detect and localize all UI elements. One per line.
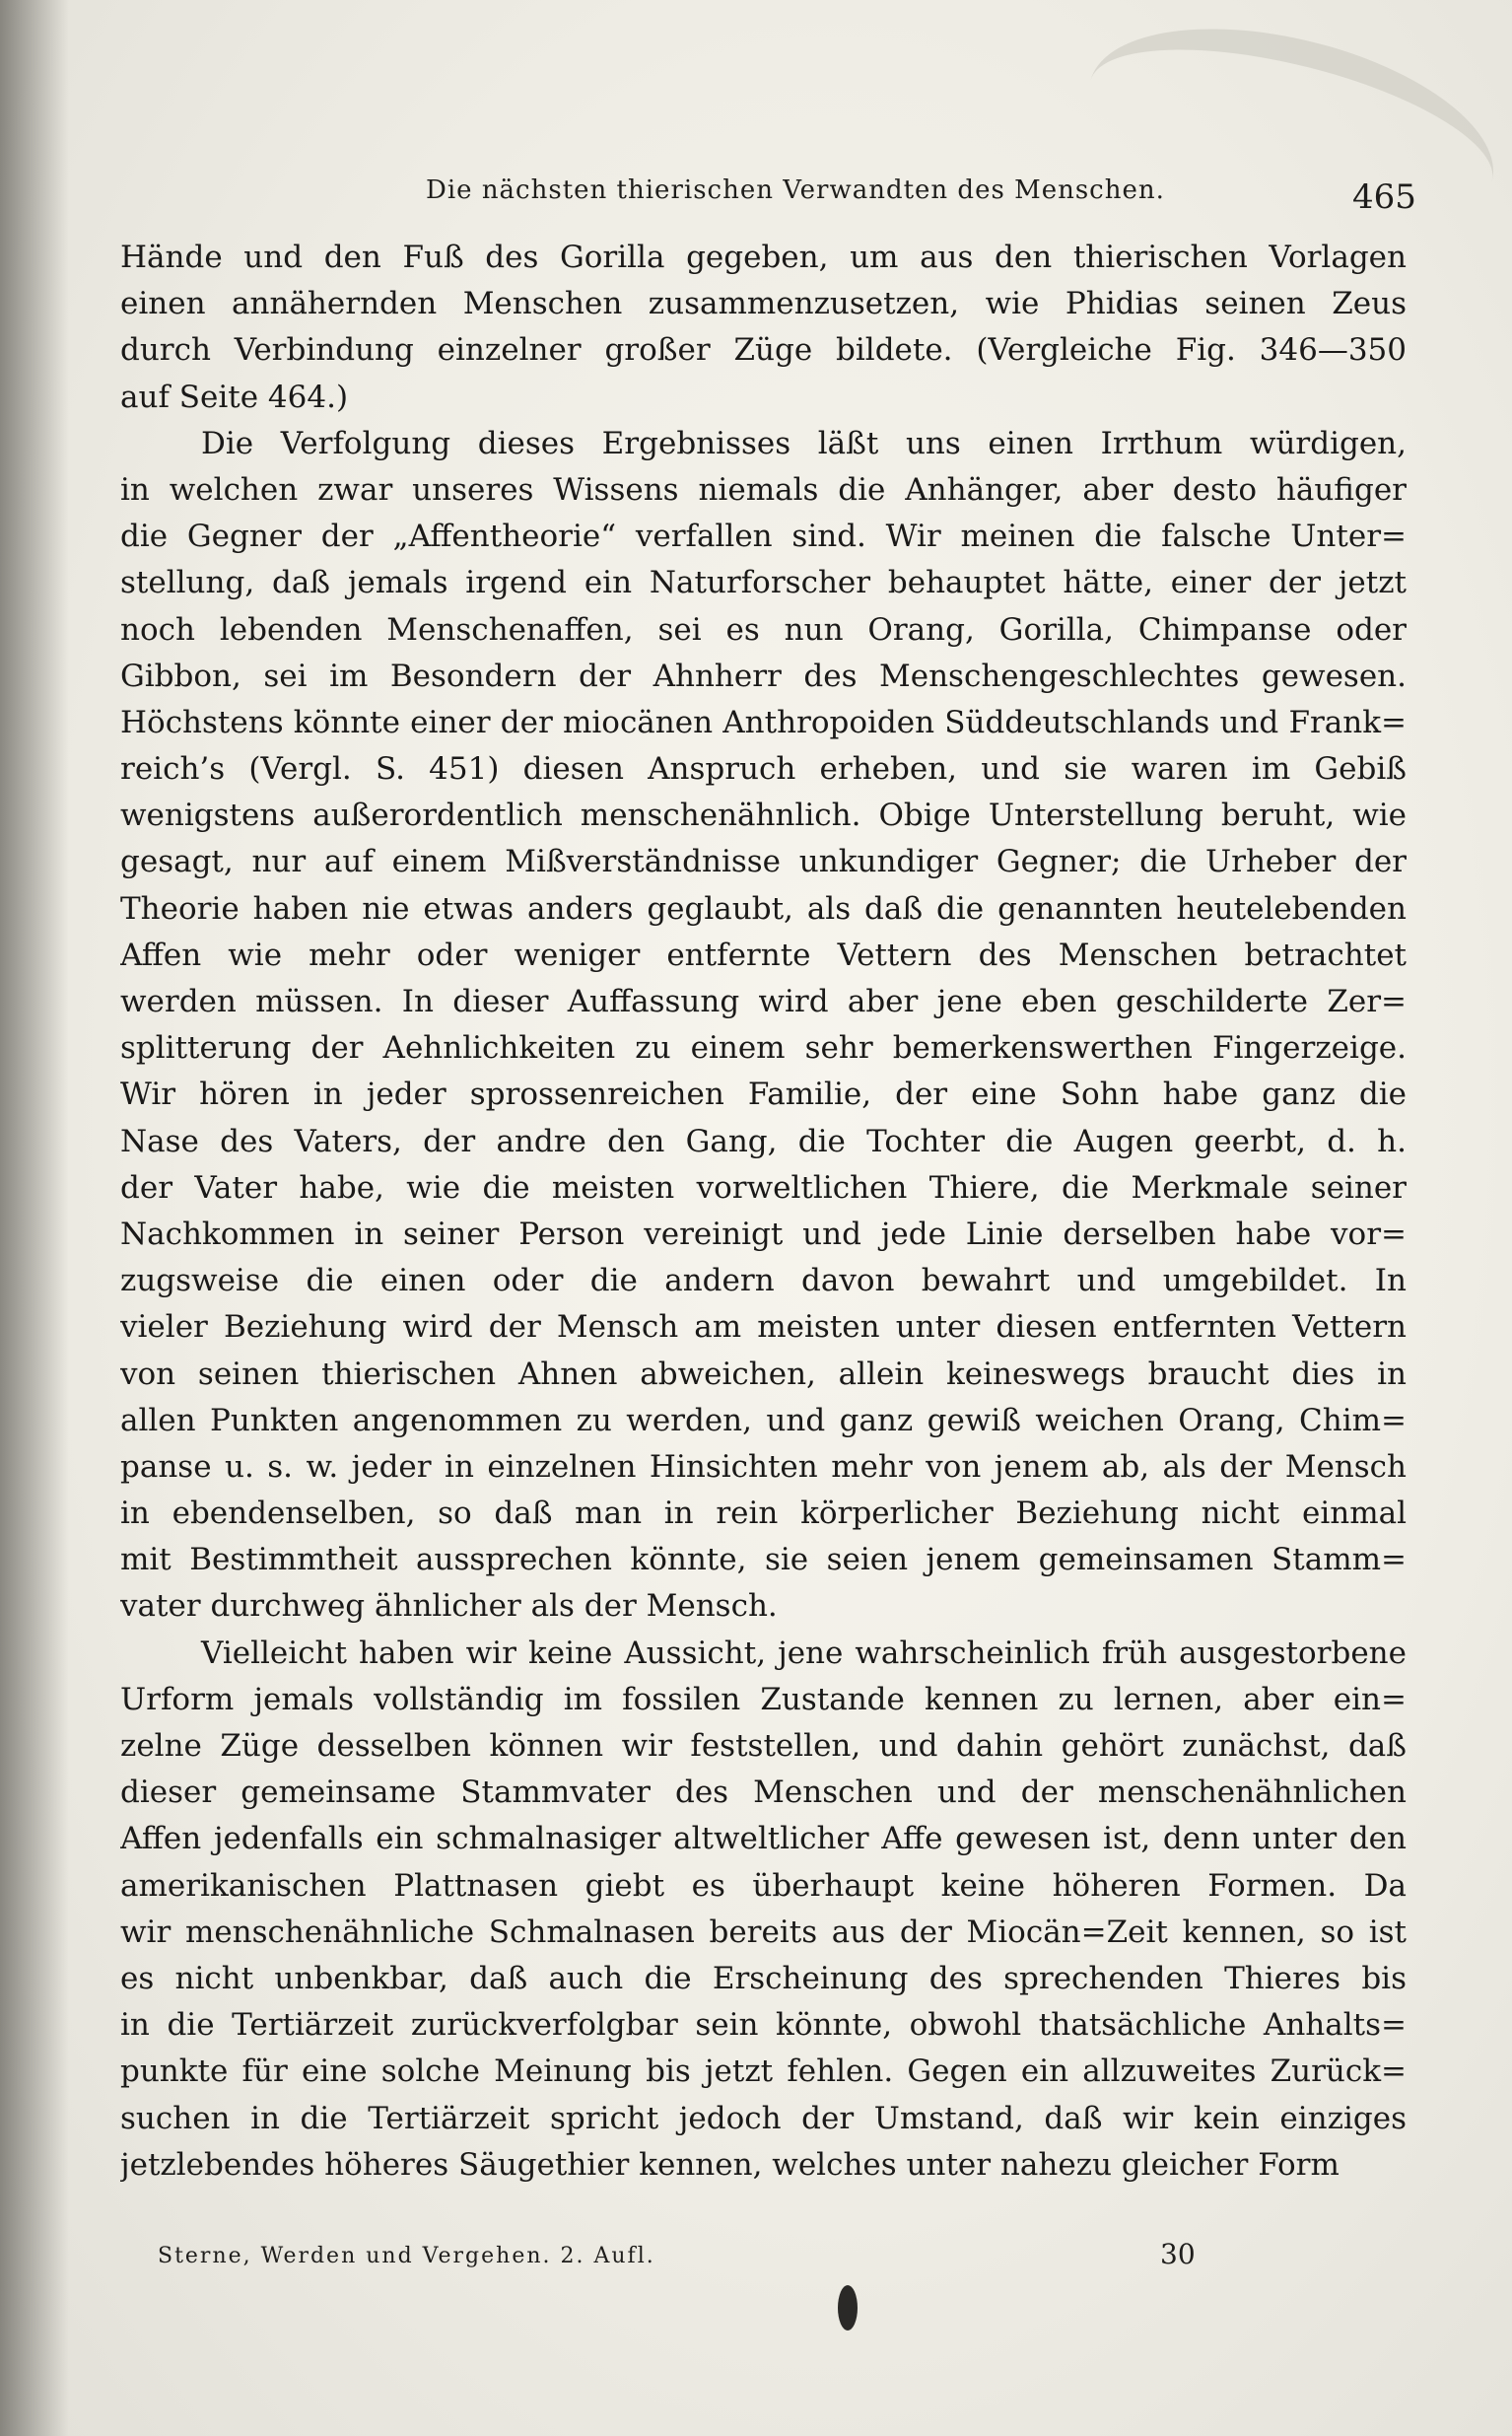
page-curl-shadow <box>1068 0 1512 270</box>
text-line: jetzlebendes höheres Säugethier kennen, welches unter nahezu gleicher Form <box>120 2146 1340 2183</box>
text-line: Nachkommen in seiner Person vereinigt und jede Linie derselben habe vor= <box>120 1216 1407 1252</box>
text-line: Vielleicht haben wir keine Aussicht, jene wahrscheinlich früh ausgestorbene <box>201 1635 1407 1671</box>
text-line: durch Verbindung einzelner großer Züge bildete. (Vergleiche Fig. 346—350 <box>120 332 1407 369</box>
text-line: noch lebenden Menschenaffen, sei es nun Orang, Gorilla, Chimpanse oder <box>120 611 1407 648</box>
text-line: reich’s (Vergl. S. 451) diesen Anspruch erheben, und sie waren im Gebiß <box>120 751 1407 788</box>
text-line: Hände und den Fuß des Gorilla gegeben, um aus den thierischen Vorlagen <box>120 240 1407 275</box>
text-line: werden müssen. In dieser Auffassung wird aber jene eben geschilderte Zer= <box>120 984 1407 1019</box>
printer-signature: Sterne, Werden und Vergehen. 2. Aufl. <box>158 2244 655 2268</box>
text-line: amerikanischen Plattnasen giebt es überhaupt keine höheren Formen. Da <box>120 1867 1407 1904</box>
page-footer <box>0 2238 1512 2277</box>
text-line: Affen jedenfalls ein schmalnasiger altweltlicher Affe gewesen ist, denn unter den <box>120 1821 1407 1857</box>
text-line: vieler Beziehung wird der Mensch am meisten unter diesen entfernten Vettern <box>120 1309 1407 1346</box>
paragraph <box>120 235 1407 421</box>
text-line: zugsweise die einen oder die andern davon bewahrt und umgebildet. In <box>120 1263 1407 1299</box>
text-line: wir menschenähnliche Schmalnasen bereits aus der Miocän=Zeit kennen, so ist <box>120 1914 1407 1950</box>
text-line: in welchen zwar unseres Wissens niemals die Anhänger, aber desto häufiger <box>120 471 1407 508</box>
text-line: dieser gemeinsame Stammvater des Menschen und der menschenähnlichen <box>120 1775 1407 1811</box>
text-line: einen annähernden Menschen zusammenzusetzen, wie Phidias seinen Zeus <box>120 286 1407 322</box>
signature-number: 30 <box>1160 2238 1196 2270</box>
text-line: punkte für eine solche Meinung bis jetzt fehlen. Gegen ein allzuweites Zurück= <box>120 2053 1407 2090</box>
text-line: die Gegner der „Affentheorie“ verfallen sind. Wir meinen die falsche Unter= <box>120 519 1407 555</box>
text-line: auf Seite 464.) <box>120 379 349 415</box>
text-line: Die Verfolgung dieses Ergebnisses läßt uns einen Irrthum würdigen, <box>201 425 1407 461</box>
text-line: Affen wie mehr oder weniger entfernte Vettern des Menschen betrachtet <box>120 937 1407 973</box>
running-title: Die nächsten thierischen Verwandten des Menschen. <box>426 175 1165 205</box>
text-line: Theorie haben nie etwas anders geglaubt, als daß die genannten heutelebenden <box>120 890 1407 927</box>
text-line: suchen in die Tertiärzeit spricht jedoch der Umstand, daß wir kein einziges <box>120 2100 1407 2136</box>
text-line: von seinen thierischen Ahnen abweichen, allein keineswegs braucht dies in <box>120 1356 1407 1392</box>
text-line: vater durchweg ähnlicher als der Mensch. <box>120 1588 778 1625</box>
text-line: es nicht unbenkbar, daß auch die Erscheinung des sprechenden Thieres bis <box>120 1960 1407 1996</box>
text-line: der Vater habe, wie die meisten vorweltlichen Thiere, die Merkmale seiner <box>120 1169 1407 1206</box>
text-line: wenigstens außerordentlich menschenähnlich. Obige Unterstellung beruht, wie <box>120 798 1407 834</box>
text-line: Nase des Vaters, der andre den Gang, die Tochter die Augen geerbt, d. h. <box>120 1123 1407 1159</box>
page-number: 465 <box>1352 177 1416 217</box>
text-line: zelne Züge desselben können wir feststellen, und dahin gehört zunächst, daß <box>120 1728 1407 1764</box>
ink-blot <box>838 2285 858 2331</box>
paragraph <box>120 421 1407 1631</box>
text-line: stellung, daß jemals irgend ein Naturforscher behauptet hätte, einer der jetzt <box>120 565 1407 601</box>
paragraph <box>120 1631 1407 2189</box>
text-line: Urform jemals vollständig im fossilen Zustande kennen zu lernen, aber ein= <box>120 1681 1407 1717</box>
body-text <box>120 235 1407 2189</box>
text-line: allen Punkten angenommen zu werden, und ganz gewiß weichen Orang, Chim= <box>120 1402 1407 1438</box>
text-line: splitterung der Aehnlichkeiten zu einem sehr bemerkenswerthen Fingerzeige. <box>120 1030 1407 1067</box>
text-line: gesagt, nur auf einem Mißverständnisse unkundiger Gegner; die Urheber der <box>120 844 1407 880</box>
text-line: Wir hören in jeder sprossenreichen Familie, der eine Sohn habe ganz die <box>120 1077 1407 1113</box>
running-head <box>0 175 1512 219</box>
text-line: panse u. s. w. jeder in einzelnen Hinsichten mehr von jenem ab, als der Mensch <box>120 1448 1407 1485</box>
text-line: Höchstens könnte einer der miocänen Anthropoiden Süddeutschlands und Frank= <box>120 704 1407 740</box>
text-line: in ebendenselben, so daß man in rein körperlicher Beziehung nicht einmal <box>120 1496 1407 1532</box>
text-line: mit Bestimmtheit aussprechen könnte, sie seien jenem gemeinsamen Stamm= <box>120 1542 1407 1578</box>
binding-shadow <box>0 0 69 2436</box>
text-line: in die Tertiärzeit zurückverfolgbar sein könnte, obwohl thatsächliche Anhalts= <box>120 2007 1407 2044</box>
text-line: Gibbon, sei im Besondern der Ahnherr des Menschengeschlechtes gewesen. <box>120 658 1407 694</box>
